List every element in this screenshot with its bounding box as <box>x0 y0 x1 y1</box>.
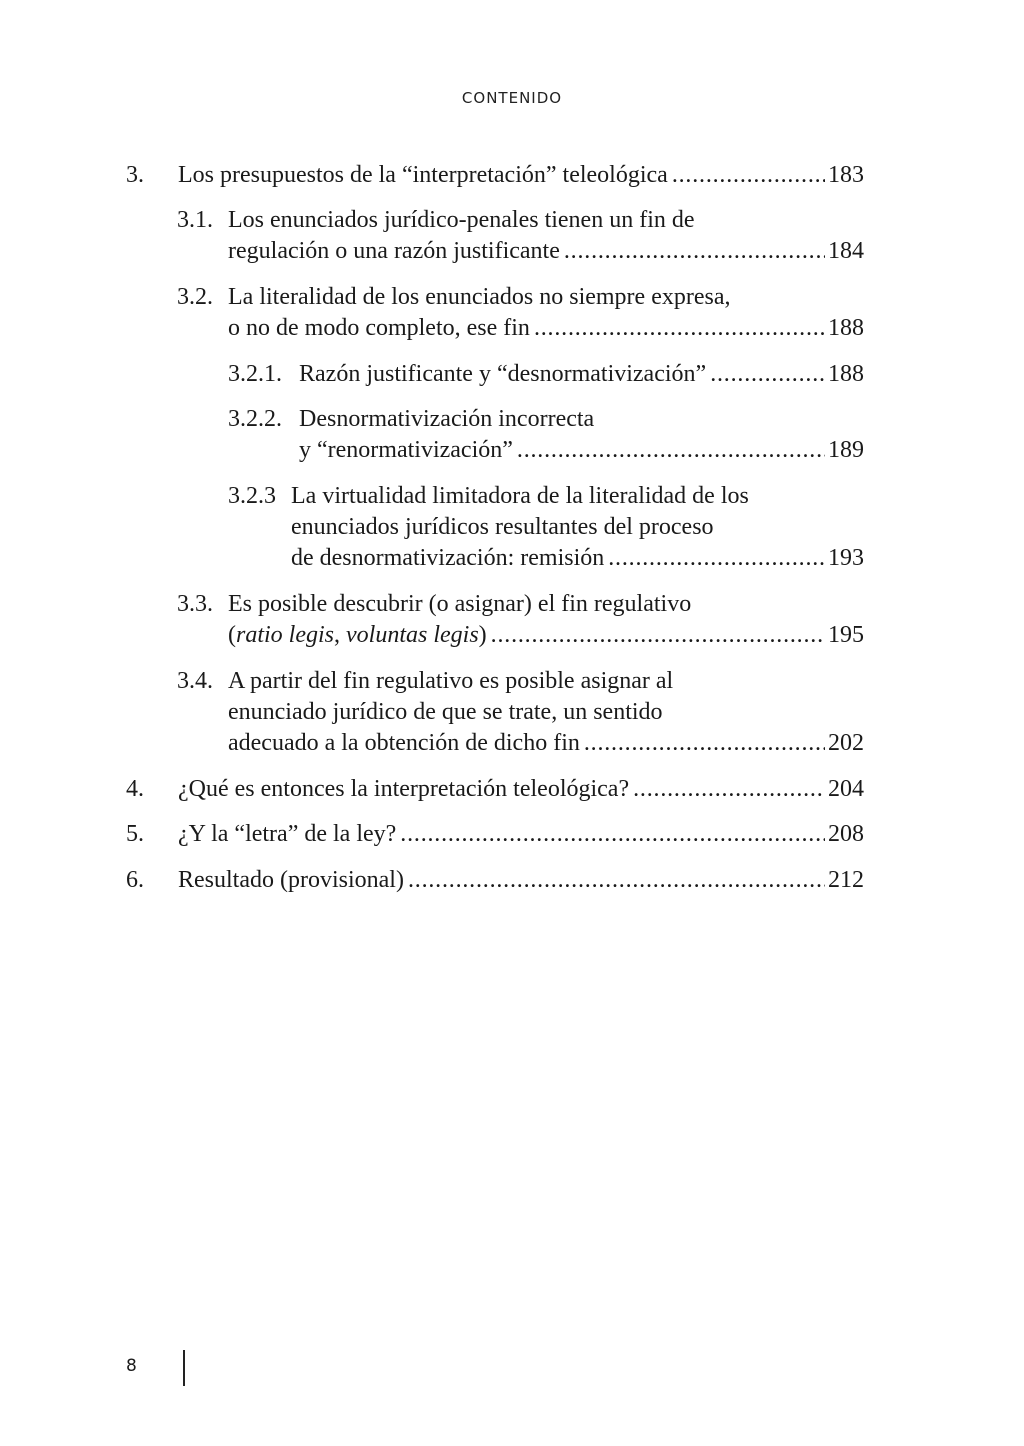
paren-open: ( <box>228 622 236 648</box>
latin-term: voluntas legis <box>346 622 479 648</box>
toc-entry-number: 4. <box>126 776 144 802</box>
toc-entry-text: Razón justificante y “desnormativización” <box>299 361 707 387</box>
dot-leader <box>710 359 825 390</box>
toc-entry-text: o no de modo completo, ese fin <box>228 315 530 341</box>
dot-leader <box>584 728 825 759</box>
separator: , <box>334 622 347 648</box>
toc-entry-line <box>299 359 864 390</box>
paren-close: ) <box>478 622 487 648</box>
footer-divider <box>183 1350 185 1386</box>
toc-entry-page: 189 <box>828 437 864 463</box>
toc-entry-page: 208 <box>828 821 864 847</box>
toc-entry-text: regulación o una razón justificante <box>228 238 560 264</box>
toc-entry-page: 184 <box>828 238 864 264</box>
toc-entry-number: 3.3. <box>177 591 213 617</box>
toc-entry-line <box>228 620 864 651</box>
toc-entry-text: Los enunciados jurídico-penales tienen un fin de <box>228 207 695 233</box>
toc-entry-text: de desnormativización: remisión <box>291 545 605 571</box>
toc-entry-text: enunciado jurídico de que se trate, un sentido <box>228 699 663 725</box>
dot-leader <box>608 543 825 574</box>
toc-entry-number: 3.4. <box>177 668 213 694</box>
toc-entry-line <box>178 819 864 850</box>
toc-entry-number: 5. <box>126 821 144 847</box>
toc-entry-text: La virtualidad limitadora de la literalidad de los <box>291 483 749 509</box>
toc-entry-line <box>228 728 864 759</box>
toc-entry-text: Es posible descubrir (o asignar) el fin regulativo <box>228 591 692 617</box>
page-number: 8 <box>126 1356 137 1376</box>
toc-entry-text: enunciados jurídicos resultantes del proceso <box>291 514 714 540</box>
toc-entry-line <box>228 236 864 267</box>
toc-entry-page: 193 <box>828 545 864 571</box>
toc-entry-line <box>178 160 864 191</box>
dot-leader <box>491 620 825 651</box>
toc-entry-text: ¿Y la “letra” de la ley? <box>178 821 397 847</box>
dot-leader <box>564 236 825 267</box>
toc-entry-text: A partir del fin regulativo es posible asignar al <box>228 668 674 694</box>
toc-entry-text: La literalidad de los enunciados no siempre expresa, <box>228 284 731 310</box>
toc-entry-number: 3.2. <box>177 284 213 310</box>
running-header: CONTENIDO <box>461 89 563 107</box>
toc-entry-page: 204 <box>828 776 864 802</box>
toc-entry-page: 188 <box>828 315 864 341</box>
toc-entry-text: Resultado (provisional) <box>178 867 404 893</box>
toc-entry-line <box>228 313 864 344</box>
toc-entry-number: 3.2.3 <box>228 483 276 509</box>
toc-entry-number: 3.1. <box>177 207 213 233</box>
dot-leader <box>534 313 825 344</box>
toc-entry-line <box>178 865 864 896</box>
dot-leader <box>517 435 825 466</box>
toc-entry-text: adecuado a la obtención de dicho fin <box>228 730 580 756</box>
dot-leader <box>400 819 825 850</box>
toc-entry-text: Los presupuestos de la “interpretación” teleológica <box>178 162 668 188</box>
toc-entry-page: 195 <box>828 622 864 648</box>
toc-entry-number: 6. <box>126 867 144 893</box>
toc-entry-text: y “renormativización” <box>299 437 513 463</box>
dot-leader <box>633 774 825 805</box>
toc-entry-line <box>291 543 864 574</box>
toc-entry-number: 3. <box>126 162 144 188</box>
toc-entry-page: 183 <box>828 162 864 188</box>
toc-entry-page: 202 <box>828 730 864 756</box>
toc-entry-line <box>178 774 864 805</box>
toc-entry-number: 3.2.2. <box>228 406 282 432</box>
toc-entry-line <box>299 435 864 466</box>
dot-leader <box>672 160 825 191</box>
latin-term: ratio legis <box>236 622 335 648</box>
dot-leader <box>408 865 825 896</box>
toc-entry-page: 188 <box>828 361 864 387</box>
toc-entry-text: ¿Qué es entonces la interpretación teleológica? <box>178 776 630 802</box>
toc-entry-text <box>228 620 487 651</box>
toc-entry-page: 212 <box>828 867 864 893</box>
toc-entry-text: Desnormativización incorrecta <box>299 406 595 432</box>
toc-entry-number: 3.2.1. <box>228 361 282 387</box>
